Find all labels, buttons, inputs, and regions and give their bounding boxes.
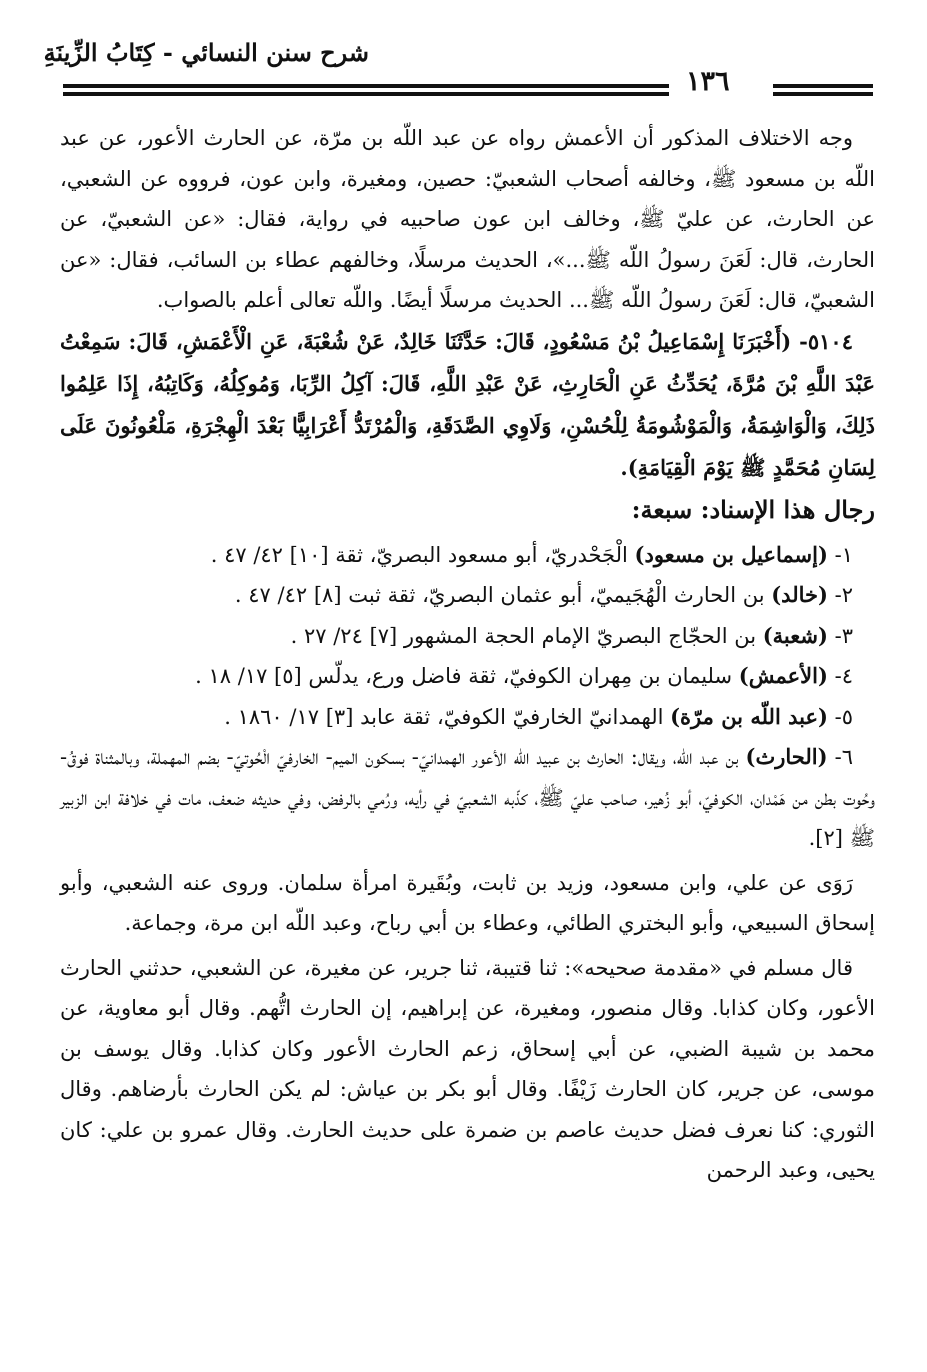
narrator-name: (الأعمش) (738, 663, 828, 688)
narrator-name: (الحارث) (745, 744, 828, 769)
narrator-details: بن عبد اللّه، ويقال: الحارث بن عبيد اللّه الأعور الهمدانيّ- بسكون الميم- الخارفيّ الْحُوتيّ- بضم المهملة، وبالمثناة فوقُ- وحُوت بطن من هَمْدان، الكوفيّ، أبو زُهير، صاحب عليّ ﷺ، كذّبه الشعبيّ في رأيه، ورُمي بالرفض، وفي حديثه ضعف، مات في خلافة ابن الزبير ﷺ [٢]. (60, 745, 875, 850)
header-rule (773, 84, 873, 88)
narrator-name: (خالد) (771, 582, 828, 607)
running-header-title: شرح سنن النسائي - كِتَابُ الزِّينَةِ (43, 38, 369, 67)
header-rule (63, 92, 669, 96)
narrator-item (60, 616, 875, 657)
narrator-students-paragraph: رَوَى عن علي، وابن مسعود، وزيد بن ثابت، وبُقَيرة امرأة سلمان. وروى عنه الشعبي، وأبو إسحاق السبيعي، وأبو البختري الطائي، وعطاء بن أبي رباح، وعبد اللّه ابن مرة، وجماعة. (60, 870, 875, 935)
header-rule (773, 92, 873, 96)
narrator-number: ٣- (834, 623, 853, 648)
narrator-details: بن الحارث الْهُجَيميّ، أبو عثمان البصريّ، ثقة ثبت [٨] ٤٢/ ٤٧ . (234, 583, 772, 607)
narrator-number: ٢- (834, 583, 853, 607)
muslim-quote-paragraph: قال مسلم في «مقدمة صحيحه»: ثنا قتيبة، ثنا جرير، عن مغيرة، عن الشعبي، حدثني الحارث الأعور، وكان كذابا. وقال منصور، ومغيرة، عن إبراهيم، إن الحارث اتُّهم. وقال أبو معاوية، عن محمد بن شيبة الضبي، عن أبي إسحاق، زعم الحارث الأعور وكان كذابا. وقال يوسف بن موسى، عن جرير، كان الحارث زَيْفًا. وقال أبو بكر بن عياش: لم يكن الحارث بأرضاهم. وقال الثوري: كنا نعرف فضل حديث عاصم بن ضمرة على حديث الحارث. وقال عمرو بن علي: كان يحيى، وعبد الرحمن (60, 955, 875, 1182)
narrator-details: بن الحجّاج البصريّ الإمام الحجة المشهور [٧] ٢٤/ ٢٧ . (290, 623, 763, 648)
narrator-list (60, 535, 875, 859)
narrator-item (60, 737, 875, 859)
narrator-item (60, 697, 875, 738)
narrator-number: ١- (834, 542, 853, 567)
narrator-item (60, 656, 875, 697)
narrator-details: الْجَحْدريّ، أبو مسعود البصريّ، ثقة [١٠] ٤٢/ ٤٧ . (210, 542, 635, 567)
intro-paragraph: وجه الاختلاف المذكور أن الأعمش رواه عن عبد اللّه بن مرّة، عن الحارث الأعور، عن عبد اللّه بن مسعود ﷺ، وخالفه أصحاب الشعبيّ: حصين، ومغيرة، وابن عون، فرووه عن الشعبي، عن الحارث، عن عليّ ﷺ، وخالف ابن عون صاحبيه في رواية، فقال: «عن الشعبيّ، عن الحارث، قال: لَعَنَ رسولُ اللّه ﷺ...»، الحديث مرسلًا، وخالفهم عطاء بن السائب، فقال: «عن الشعبيّ، قال: لَعَنَ رسولُ اللّه ﷺ... الحديث مرسلًا أيضًا. واللّه تعالى أعلم بالصواب. (60, 126, 875, 312)
narrator-name: (إسماعيل بن مسعود) (634, 541, 828, 567)
narrator-details: سليمان بن مِهران الكوفيّ، ثقة فاضل ورع، يدلّس [٥] ١٧/ ١٨ . (195, 664, 739, 688)
page-body (60, 118, 875, 1191)
narrator-details: الهمدانيّ الخارفيّ الكوفيّ، ثقة عابد [٣] ١٧/ ١٨٦٠ . (224, 704, 671, 729)
hadith-text: ٥١٠٤- (أَخْبَرَنَا إِسْمَاعِيلُ بْنُ مَسْعُودٍ، قَالَ: حَدَّثَنَا خَالِدٌ، عَنْ شُعْبَةَ، عَنِ الْأَعْمَشِ، قَالَ: سَمِعْتُ عَبْدَ اللَّهِ بْنَ مُرَّةَ، يُحَدِّثُ عَنِ الْحَارِثِ، عَنْ عَبْدِ اللَّهِ، قَالَ: آكِلُ الرِّبَا، وَمُوكِلُهُ، وَكَاتِبُهُ، إِذَا عَلِمُوا ذَلِكَ، وَالْوَاشِمَةُ، وَالْمَوْشُومَةُ لِلْحُسْنِ، وَلَاوِي الصَّدَقَةِ، وَالْمُرْتَدُّ أَعْرَابِيًّا بَعْدَ الْهِجْرَةِ، مَلْعُونُونَ عَلَى لِسَانِ مُحَمَّدٍ ﷺ يَوْمَ الْقِيَامَةِ). (60, 328, 875, 480)
narrator-item (60, 575, 875, 616)
narrator-number: ٤- (834, 664, 853, 688)
narrator-name: (شعبة) (762, 622, 828, 648)
section-heading: رجال هذا الإسناد: سبعة: (631, 494, 875, 524)
narrator-number: ٥- (834, 704, 853, 729)
page-number: ١٣٦ (686, 66, 730, 97)
narrator-item (60, 535, 875, 576)
narrator-name: (عبد اللّه بن مرّة) (670, 703, 828, 729)
header-rule (63, 84, 669, 88)
narrator-number: ٦- (834, 745, 853, 769)
